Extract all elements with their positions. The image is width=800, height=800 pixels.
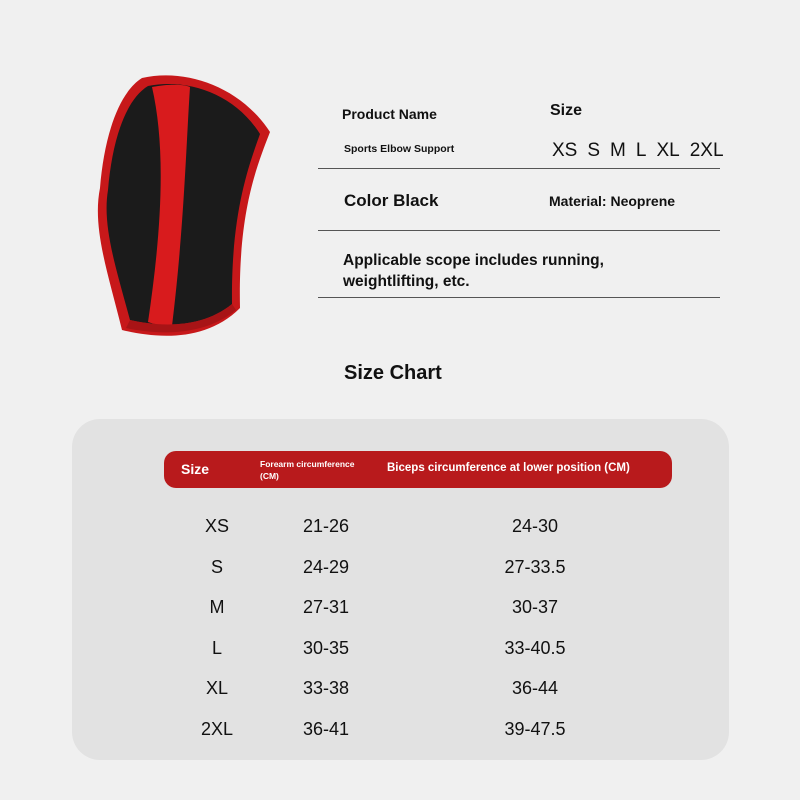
cell-biceps: 27-33.5 <box>504 557 566 577</box>
cell-biceps: 24-30 <box>511 516 559 536</box>
material-text: Material: Neoprene <box>549 193 676 209</box>
size-option: XS <box>552 140 578 161</box>
header-biceps: Biceps circumference at lower position (CM) <box>387 462 630 474</box>
cell-size: XL <box>205 678 229 698</box>
size-chart-header <box>164 451 672 488</box>
header-size: Size <box>181 461 210 477</box>
size-option: XL <box>656 140 680 161</box>
cell-forearm: 24-29 <box>302 557 350 577</box>
cell-forearm: 33-38 <box>302 678 350 698</box>
cell-size: S <box>210 557 224 577</box>
table-row <box>72 719 729 743</box>
cell-forearm: 30-35 <box>302 638 350 658</box>
info-row-name-size <box>318 90 724 169</box>
size-label: Size <box>550 102 583 119</box>
product-name-label: Product Name <box>342 106 437 122</box>
cell-size: XS <box>204 516 230 536</box>
table-row <box>72 597 729 621</box>
size-option: M <box>610 140 626 161</box>
size-option: 2XL <box>689 140 724 161</box>
cell-biceps: 36-44 <box>511 678 559 698</box>
table-row <box>72 638 729 662</box>
size-options <box>552 140 724 162</box>
cell-size: 2XL <box>200 719 234 739</box>
header-forearm: Forearm circumference (CM) <box>260 459 355 481</box>
cell-forearm: 36-41 <box>302 719 350 739</box>
info-row-scope <box>318 231 720 298</box>
product-name-value: Sports Elbow Support <box>344 143 455 155</box>
table-row <box>72 557 729 581</box>
cell-size: L <box>211 638 223 658</box>
table-row <box>72 516 729 540</box>
table-row <box>72 678 729 702</box>
size-chart-title: Size Chart <box>344 362 442 384</box>
product-info-table <box>318 90 724 298</box>
color-text: Color Black <box>344 191 439 210</box>
cell-size: M <box>209 597 225 617</box>
size-chart-panel <box>72 419 729 760</box>
cell-forearm: 21-26 <box>302 516 350 536</box>
size-option: S <box>587 140 601 161</box>
cell-biceps: 33-40.5 <box>504 638 566 658</box>
cell-forearm: 27-31 <box>302 597 350 617</box>
elbow-sleeve-image <box>90 68 280 346</box>
scope-text: Applicable scope includes running, weightlifting, etc. <box>343 252 604 290</box>
cell-biceps: 39-47.5 <box>504 719 566 739</box>
size-option: L <box>635 140 647 161</box>
info-row-color-material <box>318 169 720 231</box>
cell-biceps: 30-37 <box>511 597 559 617</box>
